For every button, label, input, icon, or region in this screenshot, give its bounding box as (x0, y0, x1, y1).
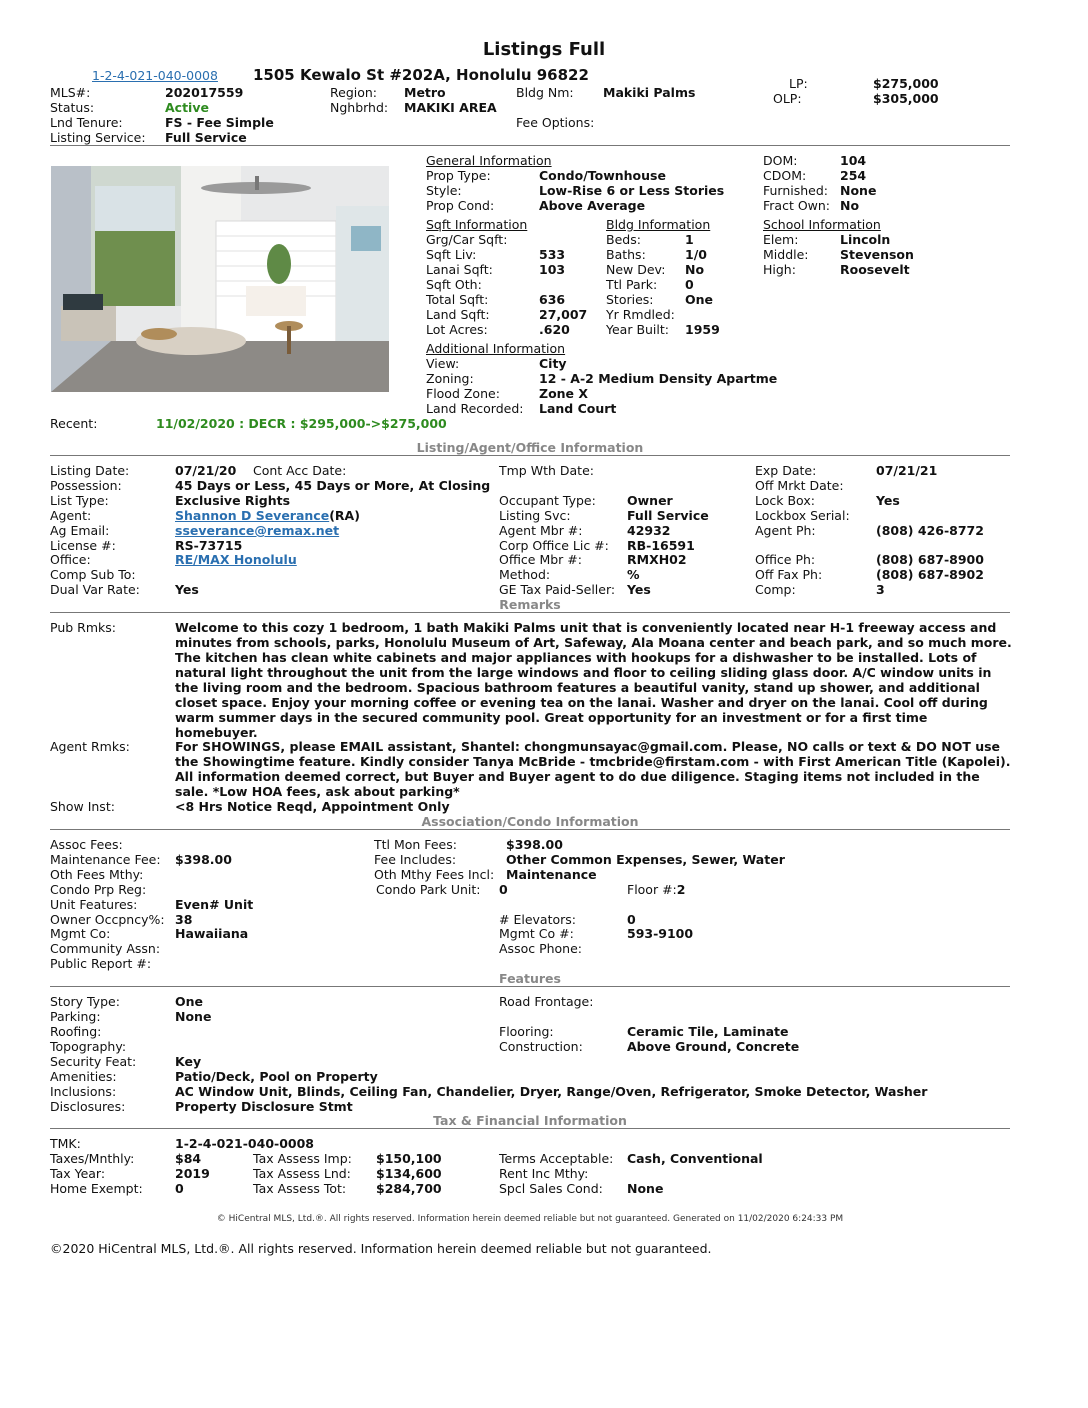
park-label: Ttl Park: (606, 277, 658, 292)
corplic-label: Corp Office Lic #: (499, 538, 609, 553)
agentmbr-label: Agent Mbr #: (499, 523, 583, 538)
terms-label: Terms Acceptable: (499, 1151, 614, 1166)
general-heading: General Information (426, 153, 552, 168)
agentph-label: Agent Ph: (755, 523, 816, 538)
comp-label: Comp: (755, 582, 796, 597)
baths-value: 1/0 (685, 247, 707, 262)
beds-label: Beds: (606, 232, 641, 247)
othmthy-label: Oth Mthy Fees Incl: (374, 867, 495, 882)
compsub-label: Comp Sub To: (50, 567, 136, 582)
mls-number: 202017559 (165, 85, 244, 100)
newdev-value: No (685, 262, 705, 277)
mgmt-value: Hawaiiana (175, 926, 249, 941)
agent-row (175, 508, 360, 523)
amenities-label: Amenities: (50, 1069, 117, 1084)
tot-label: Tax Assess Tot: (253, 1181, 347, 1196)
officembr-value: RMXH02 (627, 552, 687, 567)
mgmtno-value: 593-9100 (627, 926, 694, 941)
officembr-label: Office Mbr #: (499, 552, 582, 567)
acres-value: .620 (539, 322, 570, 337)
lockbox-value: Yes (876, 493, 900, 508)
listing-date-label: Listing Date: (50, 463, 130, 478)
agent-link[interactable]: Shannon D Severance (175, 508, 330, 523)
construction-label: Construction: (499, 1039, 583, 1054)
dualvar-label: Dual Var Rate: (50, 582, 140, 597)
total-label: Total Sqft: (426, 292, 489, 307)
possession-value: 45 Days or Less, 45 Days or More, At Closing (175, 478, 491, 493)
generated-footer: © HiCentral MLS, Ltd.®. All rights reserved. Information herein deemed reliable but not guaranteed. Generated on 11/02/2020 6:24:33 PM (216, 1214, 844, 1224)
ttlmon-value: $398.00 (506, 837, 563, 852)
license-value: RS-73715 (175, 538, 243, 553)
list-type-label: List Type: (50, 493, 109, 508)
license-label: License #: (50, 538, 116, 553)
page-title: Listings Full (482, 39, 606, 60)
unitfeat-label: Unit Features: (50, 897, 138, 912)
feeinc-value: Other Common Expenses, Sewer, Water (506, 852, 785, 867)
security-value: Key (175, 1054, 202, 1069)
prop-type-value: Condo/Townhouse (539, 168, 666, 183)
imp-value: $150,100 (376, 1151, 442, 1166)
fee-options-label: Fee Options: (516, 115, 595, 130)
service-label: Listing Service: (50, 130, 146, 145)
contacc-label: Cont Acc Date: (253, 463, 347, 478)
elem-label: Elem: (763, 232, 799, 247)
flood-value: Zone X (539, 386, 589, 401)
method-value: % (627, 567, 640, 582)
lp-label: LP: (789, 76, 808, 91)
occupant-label: Occupant Type: (499, 493, 596, 508)
agentmbr-value: 42932 (627, 523, 671, 538)
dom-label: DOM: (763, 153, 798, 168)
assoc-section-title: Association/Condo Information (421, 814, 639, 829)
amenities-value: Patio/Deck, Pool on Property (175, 1069, 378, 1084)
tenure-label: Lnd Tenure: (50, 115, 123, 130)
newdev-label: New Dev: (606, 262, 666, 277)
pub-remarks: Welcome to this cozy 1 bedroom, 1 bath Makiki Palms unit that is conveniently located near H-1 freeway access and minutes from schools, parks, Honolulu Museum of Art, Safeway, Ala Moana center and beach park, and so much more. The kitchen has clean white cabinets and major appliances with hookups for a dishwasher to be installed. Lots of natural light throughout the unit from the large windows and floor to ceiling sliding glass door. A/C window units in the living room and the bedroom. Spacious bathroom features a beautiful vanity, stand up shower, and additional closet space. Enjoy your morning coffee or evening tea on the lanai. Washer and dryer on the lanai. Cool off during warm summer days in the secured community pool. Great opportunity for an investment or for a first time homebuyer. (175, 620, 1012, 740)
svc-label: Listing Svc: (499, 508, 571, 523)
story-label: Story Type: (50, 994, 120, 1009)
lockbox-label: Lock Box: (755, 493, 815, 508)
recorded-value: Land Court (539, 401, 617, 416)
park-value: 0 (685, 277, 694, 292)
getax-value: Yes (627, 582, 651, 597)
liv-label: Sqft Liv: (426, 247, 477, 262)
listing-section-title: Listing/Agent/Office Information (416, 440, 644, 455)
community-label: Community Assn: (50, 941, 161, 956)
features-section-title: Features (499, 971, 561, 986)
agentph-value: (808) 426-8772 (876, 523, 984, 538)
othmthy-value: Maintenance (506, 867, 597, 882)
service-value: Full Service (165, 130, 247, 145)
lp-value: $275,000 (873, 76, 939, 91)
svc-value: Full Service (627, 508, 709, 523)
tenure-value: FS - Fee Simple (165, 115, 274, 130)
offfax-value: (808) 687-8902 (876, 567, 984, 582)
land-label: Land Sqft: (426, 307, 490, 322)
flooring-value: Ceramic Tile, Laminate (627, 1024, 789, 1039)
pub-remarks-label: Pub Rmks: (50, 620, 116, 635)
additional-heading: Additional Information (426, 341, 566, 356)
agent-remarks-label: Agent Rmks: (50, 739, 130, 754)
fract-label: Fract Own: (763, 198, 831, 213)
taxes-value: $84 (175, 1151, 202, 1166)
occpncy-value: 38 (175, 912, 193, 927)
feeinc-label: Fee Includes: (374, 852, 457, 867)
floor-row (627, 882, 685, 897)
topo-label: Topography: (50, 1039, 127, 1054)
tot-value: $284,700 (376, 1181, 442, 1196)
spcl-value: None (627, 1181, 664, 1196)
imp-label: Tax Assess Imp: (253, 1151, 352, 1166)
property-photo[interactable] (51, 166, 389, 392)
assoc-phone-label: Assoc Phone: (499, 941, 583, 956)
olp-value: $305,000 (873, 91, 939, 106)
elev-label: # Elevators: (499, 912, 576, 927)
prpreg-label: Condo Prp Reg: (50, 882, 147, 897)
lnd-value: $134,600 (376, 1166, 442, 1181)
email-label: Ag Email: (50, 523, 110, 538)
bldg-label: Bldg Nm: (516, 85, 574, 100)
security-label: Security Feat: (50, 1054, 137, 1069)
officeph-value: (808) 687-8900 (876, 552, 984, 567)
disclosures-value: Property Disclosure Stmt (175, 1099, 353, 1114)
tmk-label: TMK: (50, 1136, 81, 1151)
comp-value: 3 (876, 582, 885, 597)
parkunit-value: 0 (499, 882, 508, 897)
stories-value: One (685, 292, 714, 307)
total-value: 636 (539, 292, 566, 307)
built-value: 1959 (685, 322, 720, 337)
inclusions-label: Inclusions: (50, 1084, 117, 1099)
othfees-label: Oth Fees Mthy: (50, 867, 144, 882)
flooring-label: Flooring: (499, 1024, 554, 1039)
zoning-label: Zoning: (426, 371, 474, 386)
fract-value: No (840, 198, 860, 213)
tmk-value: 1-2-4-021-040-0008 (175, 1136, 315, 1151)
region-value: Metro (404, 85, 446, 100)
middle-value: Stevenson (840, 247, 914, 262)
mls-label: MLS#: (50, 85, 91, 100)
spcl-label: Spcl Sales Cond: (499, 1181, 603, 1196)
liv-value: 533 (539, 247, 566, 262)
property-address: 1505 Kewalo St #202A, Honolulu 96822 (253, 66, 589, 84)
furnished-value: None (840, 183, 877, 198)
view-value: City (539, 356, 567, 371)
exp-label: Exp Date: (755, 463, 817, 478)
getax-label: GE Tax Paid-Seller: (499, 582, 616, 597)
terms-value: Cash, Conventional (627, 1151, 763, 1166)
status-label: Status: (50, 100, 95, 115)
prop-type-label: Prop Type: (426, 168, 491, 183)
story-value: One (175, 994, 204, 1009)
middle-label: Middle: (763, 247, 809, 262)
corplic-value: RB-16591 (627, 538, 695, 553)
listing-date-value: 07/21/20 (175, 463, 237, 478)
school-heading: School Information (763, 217, 881, 232)
sqft-heading: Sqft Information (426, 217, 528, 232)
nghbrhd-value: MAKIKI AREA (404, 100, 497, 115)
report-label: Public Report #: (50, 956, 152, 971)
style-value: Low-Rise 6 or Less Stories (539, 183, 725, 198)
furnished-label: Furnished: (763, 183, 829, 198)
remarks-section-title: Remarks (499, 597, 561, 612)
cond-label: Prop Cond: (426, 198, 495, 213)
lanai-value: 103 (539, 262, 566, 277)
show-inst-label: Show Inst: (50, 799, 115, 814)
bldg-heading: Bldg Information (606, 217, 711, 232)
construction-value: Above Ground, Concrete (627, 1039, 800, 1054)
cond-value: Above Average (539, 198, 646, 213)
floor-value: 2 (676, 882, 686, 897)
agent-suffix: (RA) (329, 508, 360, 523)
tax-section-title: Tax & Financial Information (433, 1113, 627, 1128)
parkunit-label: Condo Park Unit: (376, 882, 481, 897)
road-label: Road Frontage: (499, 994, 594, 1009)
view-label: View: (426, 356, 460, 371)
maint-label: Maintenance Fee: (50, 852, 161, 867)
stories-label: Stories: (606, 292, 654, 307)
dom-value: 104 (840, 153, 867, 168)
tmpwth-label: Tmp Wth Date: (499, 463, 594, 478)
parking-label: Parking: (50, 1009, 101, 1024)
taxes-label: Taxes/Mnthly: (50, 1151, 135, 1166)
nghbrhd-label: Nghbrhd: (330, 100, 389, 115)
disclosures-label: Disclosures: (50, 1099, 126, 1114)
recent-label: Recent: (50, 416, 98, 431)
zoning-value: 12 - A-2 Medium Density Apartme (539, 371, 778, 386)
lnd-label: Tax Assess Lnd: (253, 1166, 351, 1181)
high-label: High: (763, 262, 796, 277)
tax-year-value: 2019 (175, 1166, 210, 1181)
high-value: Roosevelt (840, 262, 910, 277)
beds-value: 1 (685, 232, 694, 247)
olp-label: OLP: (773, 91, 802, 106)
ttlmon-label: Ttl Mon Fees: (374, 837, 457, 852)
copyright-footer: ©2020 HiCentral MLS, Ltd.®. All rights reserved. Information herein deemed reliable but not guaranteed. (50, 1241, 712, 1256)
roofing-label: Roofing: (50, 1024, 102, 1039)
office-label: Office: (50, 552, 91, 567)
exempt-value: 0 (175, 1181, 184, 1196)
recorded-label: Land Recorded: (426, 401, 524, 416)
tax-year-label: Tax Year: (50, 1166, 106, 1181)
assoc-fees-label: Assoc Fees: (50, 837, 123, 852)
rmdled-label: Yr Rmdled: (606, 307, 675, 322)
bldg-value: Makiki Palms (603, 85, 696, 100)
elev-value: 0 (627, 912, 636, 927)
sqft-oth-label: Sqft Oth: (426, 277, 482, 292)
occupant-value: Owner (627, 493, 673, 508)
style-label: Style: (426, 183, 462, 198)
region-label: Region: (330, 85, 378, 100)
officeph-label: Office Ph: (755, 552, 816, 567)
offmrkt-label: Off Mrkt Date: (755, 478, 844, 493)
unitfeat-value: Even# Unit (175, 897, 254, 912)
exempt-label: Home Exempt: (50, 1181, 143, 1196)
built-label: Year Built: (606, 322, 669, 337)
agent-label: Agent: (50, 508, 92, 523)
show-inst-value: <8 Hrs Notice Reqd, Appointment Only (175, 799, 450, 814)
maint-value: $398.00 (175, 852, 232, 867)
recent-value: 11/02/2020 : DECR : $295,000->$275,000 (156, 416, 447, 431)
floor-label: Floor #: (627, 882, 677, 897)
elem-value: Lincoln (840, 232, 891, 247)
agent-remarks: For SHOWINGS, please EMAIL assistant, Shantel: chongmunsayac@gmail.com. Please, NO calls or text & DO NOT use the Showingtime feature. Kindly consider Tanya McBride - tmcbride@firstam.com - with First American Title (Kapolei). All information deemed correct, but Buyer and Buyer agent to do due diligence. Staging items not included in the sale. *Low HOA fees, ask about parking* (175, 739, 1011, 799)
method-label: Method: (499, 567, 551, 582)
land-value: 27,007 (539, 307, 588, 322)
office-link[interactable]: RE/MAX Honolulu (175, 552, 297, 567)
lanai-label: Lanai Sqft: (426, 262, 493, 277)
tmk-link[interactable]: 1-2-4-021-040-0008 (92, 68, 218, 83)
mgmt-label: Mgmt Co: (50, 926, 111, 941)
possession-label: Possession: (50, 478, 122, 493)
baths-label: Baths: (606, 247, 646, 262)
flood-label: Flood Zone: (426, 386, 500, 401)
status-value: Active (165, 100, 209, 115)
cdom-label: CDOM: (763, 168, 807, 183)
dualvar-value: Yes (175, 582, 199, 597)
rentinc-label: Rent Inc Mthy: (499, 1166, 589, 1181)
inclusions-value: AC Window Unit, Blinds, Ceiling Fan, Chandelier, Dryer, Range/Oven, Refrigerator, Smoke Detector, Washer (175, 1084, 928, 1099)
mgmtno-label: Mgmt Co #: (499, 926, 574, 941)
occpncy-label: Owner Occpncy%: (50, 912, 165, 927)
cdom-value: 254 (840, 168, 867, 183)
agent-email-link[interactable]: sseverance@remax.net (175, 523, 340, 538)
list-type-value: Exclusive Rights (175, 493, 291, 508)
lockserial-label: Lockbox Serial: (755, 508, 850, 523)
acres-label: Lot Acres: (426, 322, 488, 337)
offfax-label: Off Fax Ph: (755, 567, 823, 582)
exp-value: 07/21/21 (876, 463, 938, 478)
parking-value: None (175, 1009, 212, 1024)
grg-label: Grg/Car Sqft: (426, 232, 508, 247)
